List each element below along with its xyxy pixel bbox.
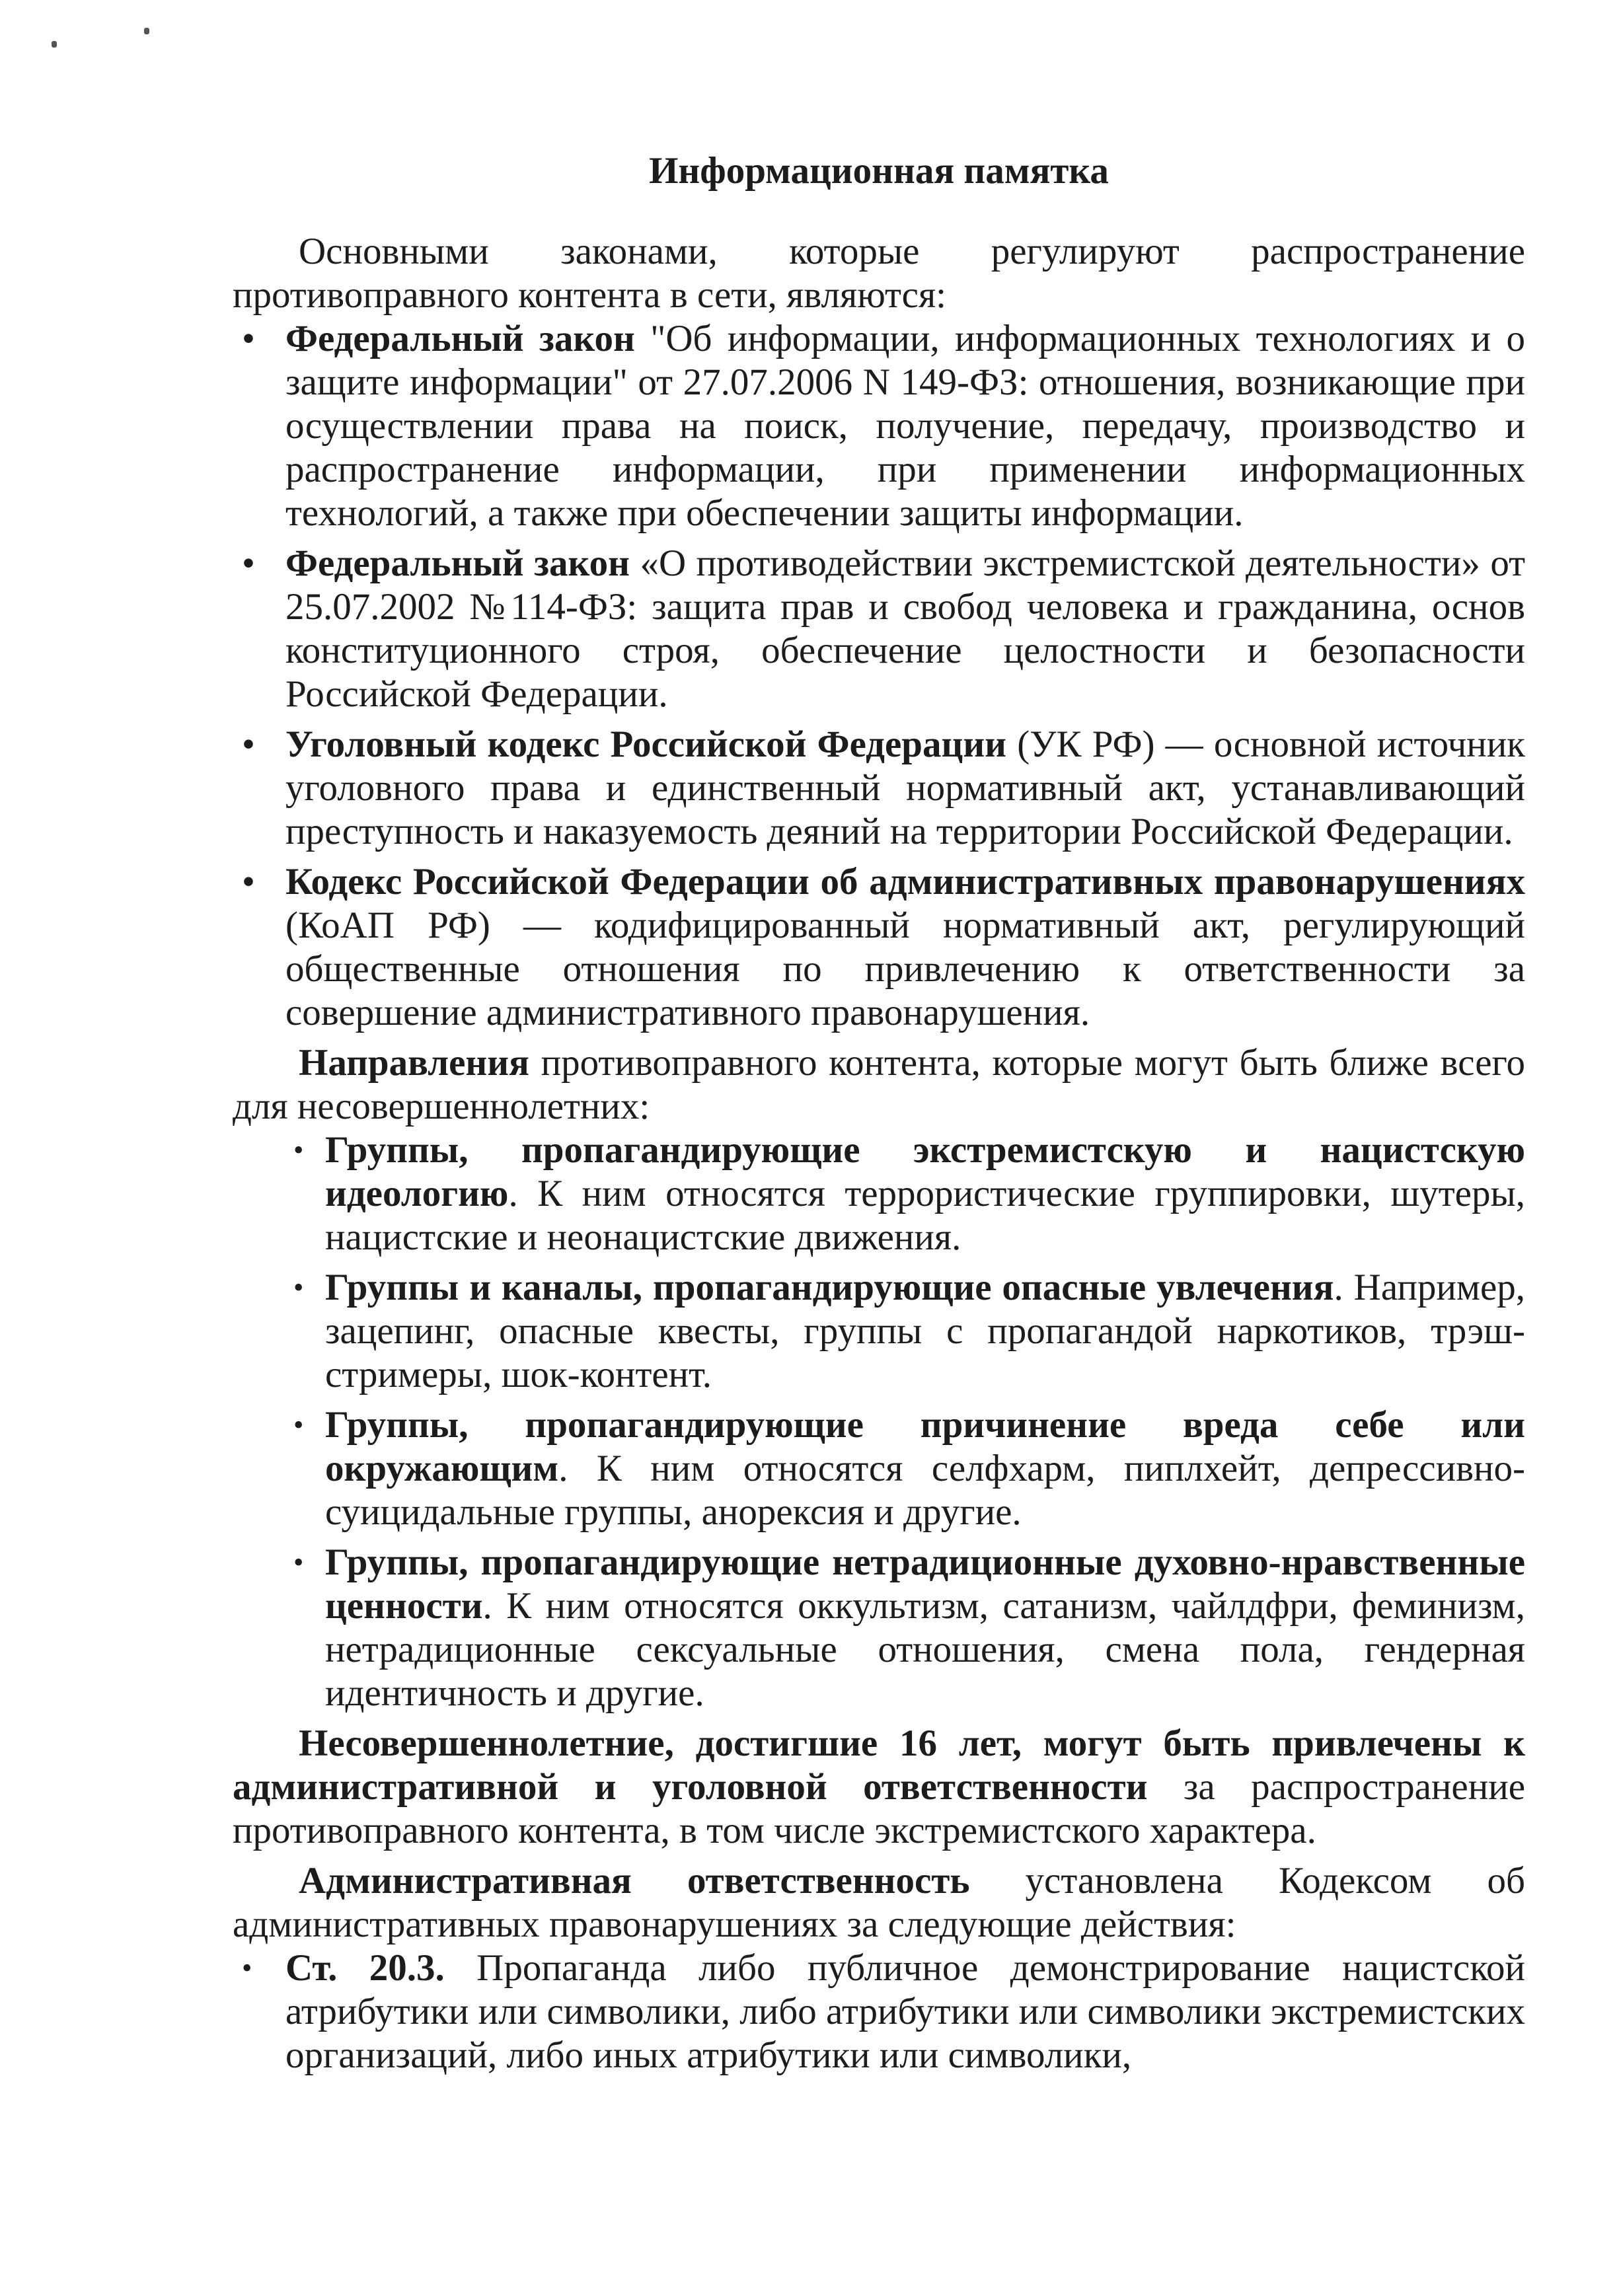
list-item: • Федеральный закон «О противодействии экстремистской деятельности» от 25.07.2002 №114-ФЗ: защита прав и свобод человека и гражданина, основ конституционного строя, обеспечение целостности и безопасности Российской Федерации.	[233, 542, 1525, 716]
list-item: • Группы, пропагандирующие нетрадиционные духовно-нравственные ценности. К ним относятся оккультизм, сатанизм, чайлдфри, феминизм, нетрадиционные сексуальные отношения, смена пола, гендерная идентичность и другие.	[285, 1541, 1525, 1715]
scan-speck	[52, 41, 57, 48]
groups-list	[285, 1129, 1525, 1715]
scan-speck	[144, 28, 149, 34]
list-item: • Группы и каналы, пропагандирующие опасные увлечения. Например, зацепинг, опасные квесты, группы с пропагандой наркотиков, трэш-стримеры, шок-контент.	[285, 1266, 1525, 1397]
admin-paragraph: Административная ответственность установлена Кодексом об административных правонарушениях за следующие действия:	[233, 1860, 1525, 1945]
articles-list	[233, 1946, 1525, 2077]
minors-paragraph: Несовершеннолетние, достигшие 16 лет, могут быть привлечены к административной и уголовной ответственности за распространение противоправного контента, в том числе экстремистского характера.	[233, 1722, 1525, 1851]
list-item: • Ст. 20.3. Пропаганда либо публичное демонстрирование нацистской атрибутики или символики, либо атрибутики или символики экстремистских организаций, либо иных атрибутики или символики,	[233, 1946, 1525, 2077]
list-item: • Группы, пропагандирующие причинение вреда себе или окружающим. К ним относятся селфхарм, пиплхейт, депрессивно-суицидальные группы, анорексия и другие.	[285, 1403, 1525, 1534]
list-item: • Кодекс Российской Федерации об административных правонарушениях (КоАП РФ) — кодифицированный нормативный акт, регулирующий общественные отношения по привлечению к ответственности за совершение административного правонарушения.	[233, 860, 1525, 1035]
intro-paragraph: Основными законами, которые регулируют распространение противоправного контента в сети, являются:	[233, 231, 1525, 316]
directions-paragraph: Направления противоправного контента, которые могут быть ближе всего для несовершеннолетних:	[233, 1042, 1525, 1127]
list-item: • Федеральный закон "Об информации, информационных технологиях и о защите информации" от 27.07.2006 N 149-ФЗ: отношения, возникающие при осуществлении права на поиск, получение, передачу, производство и распространение информации, при применении информационных технологий, а также при обеспечении защиты информации.	[233, 317, 1525, 535]
page-title: Информационная памятка	[649, 150, 1109, 192]
list-item: • Уголовный кодекс Российской Федерации (УК РФ) — основной источник уголовного права и единственный нормативный акт, устанавливающий преступность и наказуемость деяний на территории Российской Федерации.	[233, 723, 1525, 854]
laws-list	[233, 317, 1525, 1035]
list-item: • Группы, пропагандирующие экстремистскую и нацистскую идеологию. К ним относятся террористические группировки, шутеры, нацистские и неонацистские движения.	[285, 1129, 1525, 1259]
document-page	[233, 149, 1525, 2081]
